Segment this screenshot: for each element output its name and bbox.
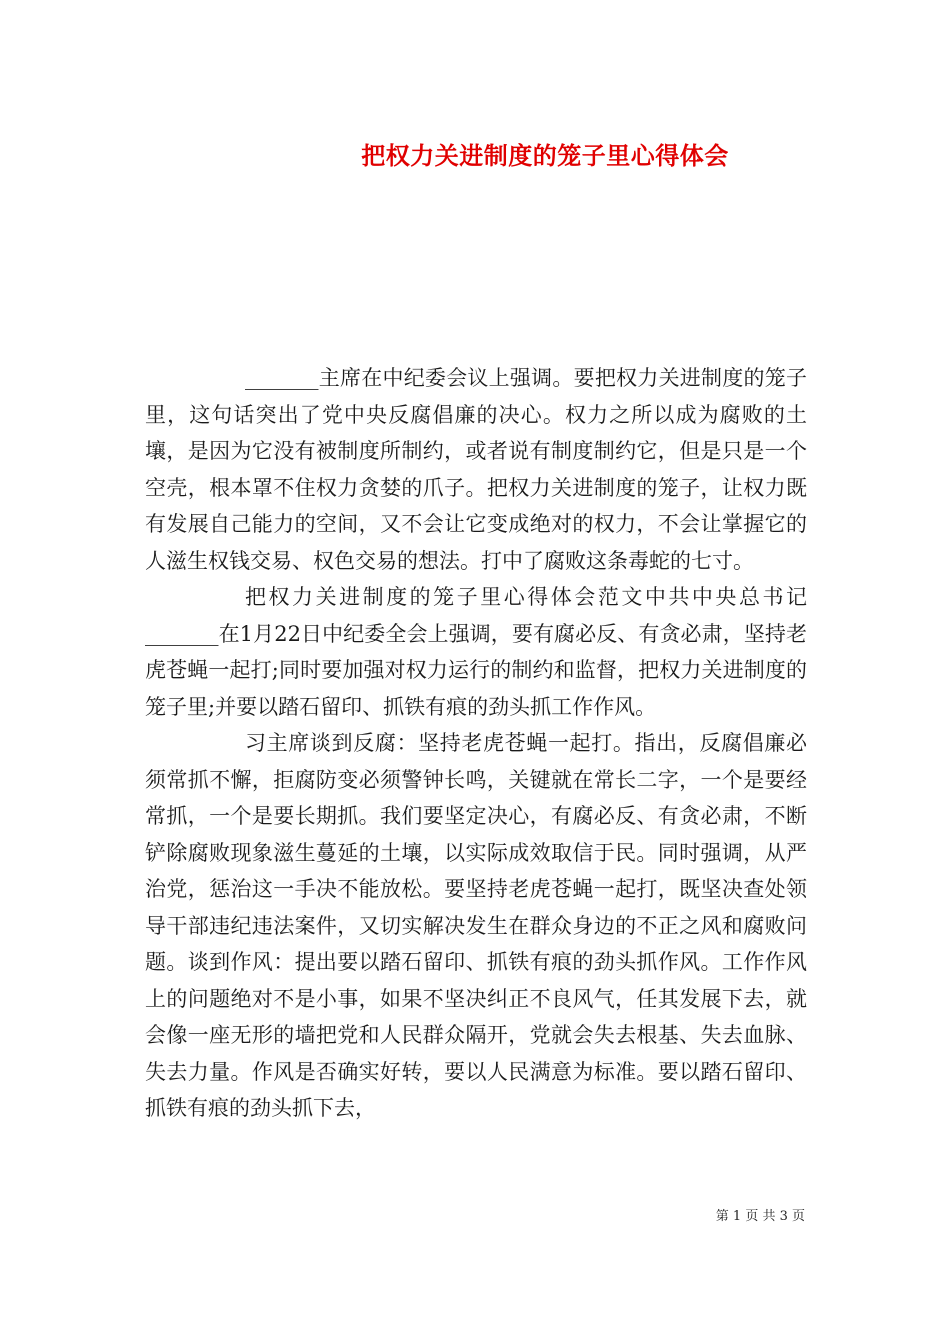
paragraph-3: 习主席谈到反腐：坚持老虎苍蝇一起打。指出，反腐倡廉必须常抓不懈，拒腐防变必须警钟长鸣，关键就在常长二字，一个是要经常抓，一个是要长期抓。我们要坚定决心，有腐必反、有贪必肃，不断铲除腐败现象滋生蔓延的土壤，以实际成效取信于民。同时强调，从严治党，惩治这一手决不能放松。要坚持老虎苍蝇一起打，既坚决查处领导干部违纪违法案件，又切实解决发生在群众身边的不正之风和腐败问题。谈到作风：提出要以踏石留印、抓铁有痕的劲头抓作风。工作作风上的问题绝对不是小事，如果不坚决纠正不良风气，任其发展下去，就会像一座无形的墙把党和人民群众隔开，党就会失去根基、失去血脉、失去力量。作风是否确实好转，要以人民满意为标准。要以踏石留印、抓铁有痕的劲头抓下去， [145,731,807,1120]
page-footer: 第 1 页 共 3 页 [715,1209,805,1224]
paragraph-2: 把权力关进制度的笼子里心得体会范文中共中央总书记_______在1月22日中纪委全会上强调，要有腐必反、有贪必肃，坚持老虎苍蝇一起打;同时要加强对权力运行的制约和监督，把权力关进制度的笼子里;并要以踏石留印、抓铁有痕的劲头抓工作作风。 [145,585,807,719]
paragraph-1: _______主席在中纪委会议上强调。要把权力关进制度的笼子里，这句话突出了党中央反腐倡廉的决心。权力之所以成为腐败的土壤，是因为它没有被制度所制约，或者说有制度制约它，但是只是一个空壳，根本罩不住权力贪婪的爪子。把权力关进制度的笼子，让权力既有发展自己能力的空间，又不会让它变成绝对的权力，不会让掌握它的人滋生权钱交易、权色交易的想法。打中了腐败这条毒蛇的七寸。 [145,366,807,573]
page-title: 把权力关进制度的笼子里心得体会 [361,141,729,170]
document-body [145,360,807,1127]
